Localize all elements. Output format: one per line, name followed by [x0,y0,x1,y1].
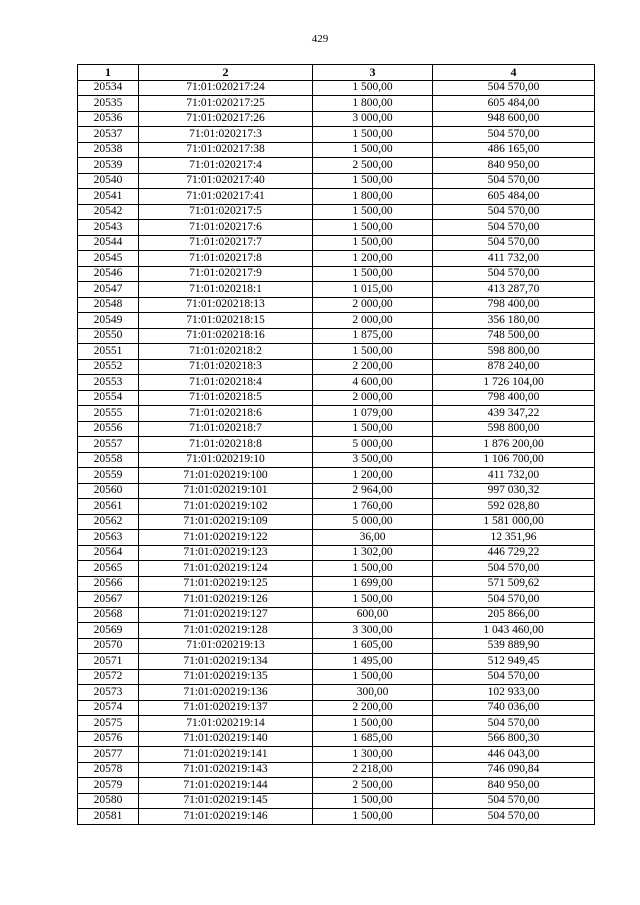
area-cell: 2 000,00 [313,390,433,406]
area-cell: 1 500,00 [313,344,433,360]
table-row [78,127,595,143]
area-cell: 2 500,00 [313,158,433,174]
row-number-cell: 20550 [78,328,139,344]
cadastral-number-cell: 71:01:020218:2 [139,344,313,360]
table-row [78,747,595,763]
cadastral-number-cell: 71:01:020217:8 [139,251,313,267]
value-cell: 356 180,00 [433,313,595,329]
table-row [78,545,595,561]
area-cell: 1 302,00 [313,545,433,561]
row-number-cell: 20542 [78,204,139,220]
row-number-cell: 20540 [78,173,139,189]
cadastral-number-cell: 71:01:020218:7 [139,421,313,437]
row-number-cell: 20581 [78,809,139,825]
area-cell: 1 500,00 [313,716,433,732]
cadastral-number-cell: 71:01:020217:9 [139,266,313,282]
header-col-3: 3 [313,65,433,81]
table-row [78,142,595,158]
table-row [78,158,595,174]
table-row [78,700,595,716]
table-row [78,266,595,282]
row-number-cell: 20568 [78,607,139,623]
row-number-cell: 20578 [78,762,139,778]
table-row [78,561,595,577]
value-cell: 413 287,70 [433,282,595,298]
value-cell: 504 570,00 [433,809,595,825]
row-number-cell: 20573 [78,685,139,701]
area-cell: 1 200,00 [313,251,433,267]
table-row [78,328,595,344]
cadastral-number-cell: 71:01:020219:14 [139,716,313,732]
table-row [78,406,595,422]
cadastral-number-cell: 71:01:020219:10 [139,452,313,468]
value-cell: 798 400,00 [433,297,595,313]
value-cell: 598 800,00 [433,421,595,437]
table-row [78,514,595,530]
area-cell: 1 685,00 [313,731,433,747]
cadastral-number-cell: 71:01:020219:143 [139,762,313,778]
row-number-cell: 20558 [78,452,139,468]
area-cell: 1 495,00 [313,654,433,670]
row-number-cell: 20564 [78,545,139,561]
cadastral-number-cell: 71:01:020218:1 [139,282,313,298]
table-row [78,297,595,313]
cadastral-number-cell: 71:01:020219:125 [139,576,313,592]
area-cell: 1 200,00 [313,468,433,484]
table-row [78,96,595,112]
area-cell: 2 000,00 [313,297,433,313]
cadastral-number-cell: 71:01:020217:5 [139,204,313,220]
value-cell: 948 600,00 [433,111,595,127]
area-cell: 4 600,00 [313,375,433,391]
value-cell: 504 570,00 [433,716,595,732]
value-cell: 504 570,00 [433,266,595,282]
table-row [78,607,595,623]
cadastral-number-cell: 71:01:020217:7 [139,235,313,251]
value-cell: 1 106 700,00 [433,452,595,468]
area-cell: 1 015,00 [313,282,433,298]
value-cell: 539 889,90 [433,638,595,654]
value-cell: 1 876 200,00 [433,437,595,453]
table-row [78,654,595,670]
cadastral-number-cell: 71:01:020217:25 [139,96,313,112]
table-row [78,359,595,375]
table-row [78,483,595,499]
area-cell: 1 500,00 [313,809,433,825]
row-number-cell: 20546 [78,266,139,282]
table-header [78,65,595,81]
value-cell: 486 165,00 [433,142,595,158]
value-cell: 571 509,62 [433,576,595,592]
area-cell: 2 218,00 [313,762,433,778]
value-cell: 592 028,80 [433,499,595,515]
row-number-cell: 20574 [78,700,139,716]
row-number-cell: 20575 [78,716,139,732]
value-cell: 439 347,22 [433,406,595,422]
cadastral-number-cell: 71:01:020217:26 [139,111,313,127]
row-number-cell: 20544 [78,235,139,251]
area-cell: 1 500,00 [313,127,433,143]
header-col-2: 2 [139,65,313,81]
table-row [78,204,595,220]
row-number-cell: 20557 [78,437,139,453]
cadastral-number-cell: 71:01:020219:140 [139,731,313,747]
area-cell: 2 000,00 [313,313,433,329]
value-cell: 504 570,00 [433,127,595,143]
row-number-cell: 20535 [78,96,139,112]
table-row [78,421,595,437]
area-cell: 1 500,00 [313,235,433,251]
table-row [78,173,595,189]
cadastral-number-cell: 71:01:020219:109 [139,514,313,530]
header-col-1: 1 [78,65,139,81]
table-row [78,468,595,484]
table-row [78,576,595,592]
table-row [78,592,595,608]
value-cell: 446 043,00 [433,747,595,763]
cadastral-number-cell: 71:01:020218:16 [139,328,313,344]
area-cell: 1 875,00 [313,328,433,344]
area-cell: 1 500,00 [313,173,433,189]
cadastral-number-cell: 71:01:020218:4 [139,375,313,391]
page-number: 429 [311,33,329,45]
table-row [78,623,595,639]
value-cell: 12 351,96 [433,530,595,546]
cadastral-number-cell: 71:01:020219:135 [139,669,313,685]
value-cell: 1 043 460,00 [433,623,595,639]
cadastral-number-cell: 71:01:020218:8 [139,437,313,453]
cadastral-number-cell: 71:01:020217:38 [139,142,313,158]
value-cell: 504 570,00 [433,592,595,608]
cadastral-number-cell: 71:01:020217:40 [139,173,313,189]
row-number-cell: 20570 [78,638,139,654]
value-cell: 504 570,00 [433,220,595,236]
value-cell: 748 500,00 [433,328,595,344]
area-cell: 1 500,00 [313,220,433,236]
value-cell: 205 866,00 [433,607,595,623]
area-cell: 1 605,00 [313,638,433,654]
row-number-cell: 20537 [78,127,139,143]
row-number-cell: 20561 [78,499,139,515]
area-cell: 2 500,00 [313,778,433,794]
header-row [78,65,595,81]
cadastral-number-cell: 71:01:020217:4 [139,158,313,174]
area-cell: 2 200,00 [313,359,433,375]
row-number-cell: 20572 [78,669,139,685]
value-cell: 1 726 104,00 [433,375,595,391]
cadastral-number-cell: 71:01:020219:102 [139,499,313,515]
cadastral-number-cell: 71:01:020219:146 [139,809,313,825]
table-row [78,220,595,236]
table-row [78,778,595,794]
area-cell: 5 000,00 [313,514,433,530]
table-row [78,344,595,360]
value-cell: 1 581 000,00 [433,514,595,530]
cadastral-number-cell: 71:01:020219:141 [139,747,313,763]
table-row [78,685,595,701]
value-cell: 504 570,00 [433,669,595,685]
row-number-cell: 20576 [78,731,139,747]
row-number-cell: 20571 [78,654,139,670]
cadastral-number-cell: 71:01:020217:41 [139,189,313,205]
table-row [78,313,595,329]
cadastral-number-cell: 71:01:020217:6 [139,220,313,236]
cadastral-number-cell: 71:01:020219:124 [139,561,313,577]
row-number-cell: 20549 [78,313,139,329]
table-row [78,111,595,127]
row-number-cell: 20536 [78,111,139,127]
table-row [78,282,595,298]
cadastral-number-cell: 71:01:020217:24 [139,80,313,96]
area-cell: 1 500,00 [313,561,433,577]
area-cell: 1 500,00 [313,793,433,809]
cadastral-number-cell: 71:01:020219:136 [139,685,313,701]
row-number-cell: 20560 [78,483,139,499]
row-number-cell: 20539 [78,158,139,174]
registry-table [77,64,595,825]
value-cell: 840 950,00 [433,158,595,174]
cadastral-number-cell: 71:01:020219:122 [139,530,313,546]
row-number-cell: 20541 [78,189,139,205]
value-cell: 598 800,00 [433,344,595,360]
value-cell: 411 732,00 [433,251,595,267]
area-cell: 5 000,00 [313,437,433,453]
value-cell: 504 570,00 [433,561,595,577]
row-number-cell: 20569 [78,623,139,639]
value-cell: 504 570,00 [433,204,595,220]
row-number-cell: 20563 [78,530,139,546]
value-cell: 446 729,22 [433,545,595,561]
value-cell: 504 570,00 [433,80,595,96]
value-cell: 512 949,45 [433,654,595,670]
value-cell: 740 036,00 [433,700,595,716]
value-cell: 840 950,00 [433,778,595,794]
table-row [78,251,595,267]
area-cell: 1 800,00 [313,189,433,205]
value-cell: 746 090,84 [433,762,595,778]
row-number-cell: 20565 [78,561,139,577]
area-cell: 1 500,00 [313,80,433,96]
cadastral-number-cell: 71:01:020219:145 [139,793,313,809]
value-cell: 504 570,00 [433,235,595,251]
value-cell: 411 732,00 [433,468,595,484]
table-row [78,375,595,391]
cadastral-number-cell: 71:01:020218:6 [139,406,313,422]
table-row [78,80,595,96]
row-number-cell: 20551 [78,344,139,360]
cadastral-number-cell: 71:01:020219:101 [139,483,313,499]
row-number-cell: 20556 [78,421,139,437]
table-row [78,669,595,685]
area-cell: 1 500,00 [313,592,433,608]
table-row [78,390,595,406]
table-row [78,235,595,251]
area-cell: 2 200,00 [313,700,433,716]
value-cell: 997 030,32 [433,483,595,499]
area-cell: 1 500,00 [313,421,433,437]
table-row [78,189,595,205]
table-row [78,762,595,778]
row-number-cell: 20562 [78,514,139,530]
area-cell: 3 300,00 [313,623,433,639]
row-number-cell: 20554 [78,390,139,406]
row-number-cell: 20534 [78,80,139,96]
cadastral-number-cell: 71:01:020219:144 [139,778,313,794]
row-number-cell: 20552 [78,359,139,375]
cadastral-number-cell: 71:01:020219:128 [139,623,313,639]
value-cell: 798 400,00 [433,390,595,406]
row-number-cell: 20548 [78,297,139,313]
row-number-cell: 20553 [78,375,139,391]
area-cell: 3 500,00 [313,452,433,468]
area-cell: 300,00 [313,685,433,701]
cadastral-number-cell: 71:01:020218:3 [139,359,313,375]
value-cell: 102 933,00 [433,685,595,701]
row-number-cell: 20566 [78,576,139,592]
value-cell: 878 240,00 [433,359,595,375]
cadastral-number-cell: 71:01:020219:134 [139,654,313,670]
cadastral-number-cell: 71:01:020218:15 [139,313,313,329]
row-number-cell: 20547 [78,282,139,298]
area-cell: 1 699,00 [313,576,433,592]
cadastral-number-cell: 71:01:020218:13 [139,297,313,313]
cadastral-number-cell: 71:01:020218:5 [139,390,313,406]
area-cell: 1 500,00 [313,266,433,282]
table-row [78,638,595,654]
table-row [78,731,595,747]
row-number-cell: 20555 [78,406,139,422]
area-cell: 1 500,00 [313,669,433,685]
cadastral-number-cell: 71:01:020219:13 [139,638,313,654]
area-cell: 1 300,00 [313,747,433,763]
cadastral-number-cell: 71:01:020219:100 [139,468,313,484]
cadastral-number-cell: 71:01:020219:137 [139,700,313,716]
cadastral-number-cell: 71:01:020219:123 [139,545,313,561]
row-number-cell: 20538 [78,142,139,158]
table-row [78,499,595,515]
area-cell: 1 079,00 [313,406,433,422]
row-number-cell: 20559 [78,468,139,484]
value-cell: 504 570,00 [433,793,595,809]
table-row [78,437,595,453]
cadastral-number-cell: 71:01:020217:3 [139,127,313,143]
area-cell: 36,00 [313,530,433,546]
row-number-cell: 20543 [78,220,139,236]
area-cell: 1 500,00 [313,204,433,220]
table-row [78,452,595,468]
table-row [78,809,595,825]
value-cell: 504 570,00 [433,173,595,189]
area-cell: 1 500,00 [313,142,433,158]
area-cell: 600,00 [313,607,433,623]
area-cell: 2 964,00 [313,483,433,499]
cadastral-number-cell: 71:01:020219:126 [139,592,313,608]
row-number-cell: 20567 [78,592,139,608]
row-number-cell: 20577 [78,747,139,763]
area-cell: 3 000,00 [313,111,433,127]
row-number-cell: 20579 [78,778,139,794]
value-cell: 566 800,30 [433,731,595,747]
value-cell: 605 484,00 [433,96,595,112]
table-row [78,793,595,809]
row-number-cell: 20580 [78,793,139,809]
area-cell: 1 800,00 [313,96,433,112]
area-cell: 1 760,00 [313,499,433,515]
table-row [78,530,595,546]
value-cell: 605 484,00 [433,189,595,205]
table-row [78,716,595,732]
row-number-cell: 20545 [78,251,139,267]
table-body [78,80,595,824]
header-col-4: 4 [433,65,595,81]
cadastral-number-cell: 71:01:020219:127 [139,607,313,623]
